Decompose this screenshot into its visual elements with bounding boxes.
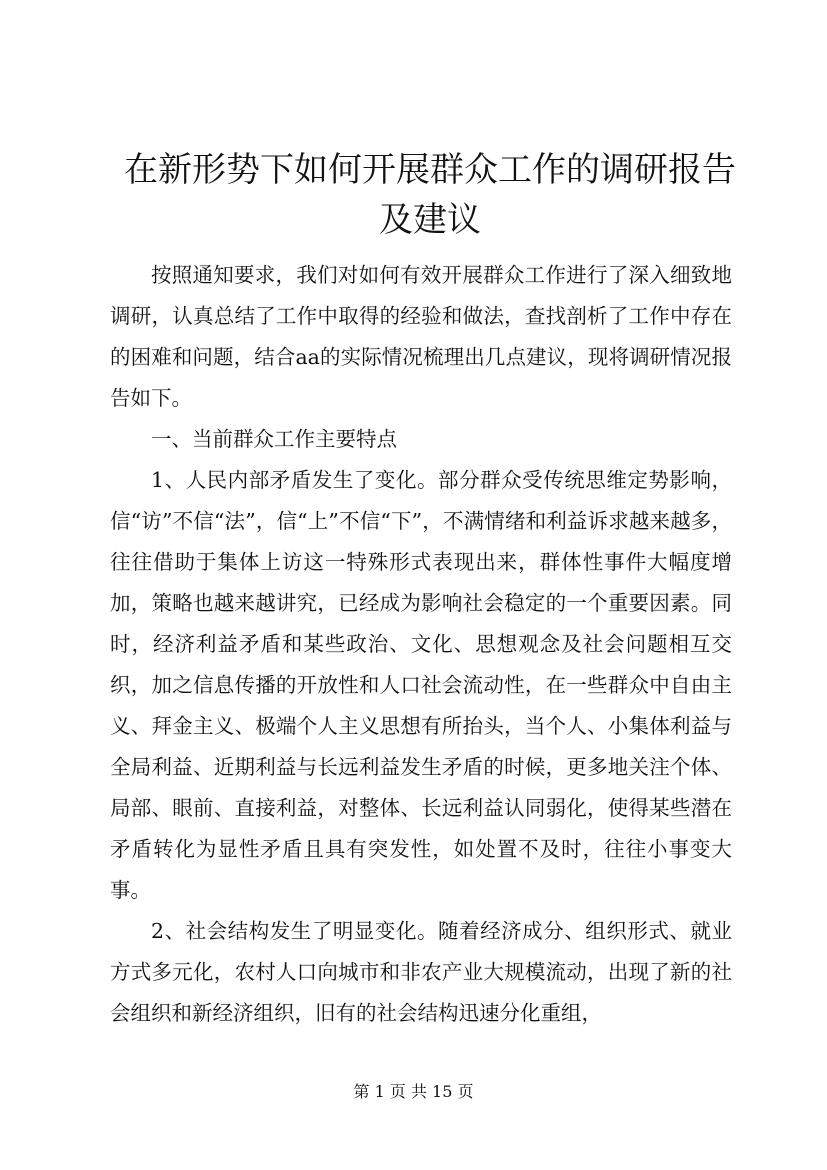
document-title: 在新形势下如何开展群众工作的调研报告及建议 xyxy=(124,150,736,240)
document-body xyxy=(110,255,732,1034)
body-paragraph-1: 1、人民内部矛盾发生了变化。部分群众受传统思维定势影响，信“访”不信“法”，信“上”不信“下”，不满情绪和利益诉求越来越多，往往借助于集体上访这一特殊形式表现出来，群体性事件大幅度增加，策略也越来越讲究，已经成为影响社会稳定的一个重要因素。同时，经济利益矛盾和某些政治、文化、思想观念及社会问题相互交织，加之信息传播的开放性和人口社会流动性，在一些群众中自由主义、拜金主义、极端个人主义思想有所抬头，当个人、小集体利益与全局利益、近期利益与长远利益发生矛盾的时候，更多地关注个体、局部、眼前、直接利益，对整体、长远利益认同弱化，使得某些潜在矛盾转化为显性矛盾且具有突发性，如处置不及时，往往小事变大事。 xyxy=(110,468,732,902)
intro-paragraph: 按照通知要求，我们对如何有效开展群众工作进行了深入细致地调研，认真总结了工作中取得的经验和做法，查找剖析了工作中存在的困难和问题，结合aa的实际情况梳理出几点建议，现将调研情况报告如下。 xyxy=(110,263,732,410)
page-footer: 第 1 页 共 15 页 xyxy=(353,1082,474,1101)
section-heading: 一、当前群众工作主要特点 xyxy=(151,427,397,451)
body-paragraph-2: 2、社会结构发生了明显变化。随着经济成分、组织形式、就业方式多元化，农村人口向城市和非农产业大规模流动，出现了新的社会组织和新经济组织，旧有的社会结构迅速分化重组， xyxy=(110,919,732,1025)
